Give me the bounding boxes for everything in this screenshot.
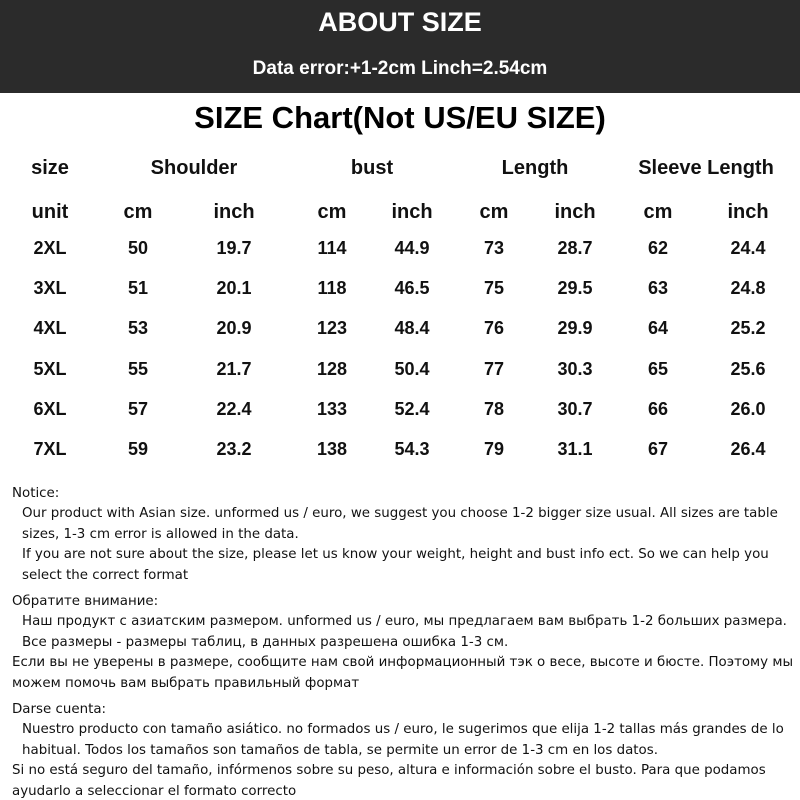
column-group-header: Sleeve Length (638, 157, 774, 179)
size-label: 6XL (33, 398, 67, 419)
table-cell: 50 (127, 238, 149, 258)
table-cell: 52.4 (394, 398, 430, 419)
table-cell: 133 (316, 398, 348, 419)
column-group-header: Shoulder (150, 157, 238, 179)
table-cell: 128 (316, 358, 348, 379)
table-cell: 20.1 (216, 278, 252, 299)
notice-text-ru-2: Если вы не уверены в размере, сообщите нам свой информационный тэк о весе, высоте и бюсте. Поэтому мы можем помочь вам выбрать правильный формат (12, 655, 794, 691)
table-cell: 28.7 (557, 238, 593, 258)
size-label: 2XL (33, 238, 67, 258)
table-cell: 59 (127, 439, 149, 459)
table-cell: 75 (483, 278, 505, 299)
table-cell: 138 (316, 439, 348, 459)
notice-heading-es: Darse cuenta: (12, 702, 107, 718)
column-group-header: size (31, 157, 69, 179)
table-cell: 25.6 (730, 358, 766, 379)
table-cell: 65 (647, 358, 669, 379)
table-cell: 21.7 (216, 358, 252, 379)
table-cell: 66 (647, 398, 669, 419)
table-cell: 29.5 (557, 278, 593, 299)
table-cell: 53 (127, 318, 149, 339)
table-cell: 26.4 (730, 439, 766, 459)
table-cell: 30.3 (557, 358, 593, 379)
page-title: ABOUT SIZE (318, 7, 482, 37)
size-label: 5XL (33, 358, 67, 379)
notice-text-en-1: Our product with Asian size. unformed us / euro, we suggest you choose 1-2 bigger size usual. All sizes are table sizes, 1-3 cm error is allowed in the data. (22, 506, 778, 542)
size-chart-title: SIZE Chart(Not US/EU SIZE) (194, 100, 606, 135)
table-cell: 23.2 (216, 439, 252, 459)
unit-header: cm (643, 201, 673, 223)
table-cell: 57 (127, 398, 149, 419)
unit-header: inch (554, 201, 596, 223)
table-cell: 44.9 (394, 238, 430, 258)
size-label: 4XL (33, 318, 67, 339)
table-cell: 31.1 (557, 439, 593, 459)
unit-header: inch (391, 201, 433, 223)
notice-text-ru-1: Наш продукт с азиатским размером. unformed us / euro, мы предлагаем вам выбрать 1-2 больших размера. Все размеры - размеры таблиц, в данных разрешена ошибка 1-3 см. (22, 614, 787, 650)
table-cell: 29.9 (557, 318, 593, 339)
table-cell: 26.0 (730, 398, 766, 419)
size-label: 3XL (33, 278, 67, 299)
table-cell: 24.4 (730, 238, 766, 258)
notice-heading-en: Notice: (12, 486, 60, 501)
table-cell: 63 (647, 278, 669, 299)
table-cell: 20.9 (216, 318, 252, 339)
column-group-header: Length (501, 157, 569, 179)
notice-text-es-1: Nuestro producto con tamaño asiático. no formados us / euro, le sugerimos que elija 1-2 tallas más grandes de lo habitual. Todos los tamaños son tamaños de tabla, se permite un error de 1-3 cm en los datos. (22, 722, 784, 758)
notice-text-es-2: Si no está seguro del tamaño, infórmenos sobre su peso, altura e información sobre el busto. Para que podamos ayudarlo a seleccionar el formato correcto (12, 763, 766, 799)
table-cell: 30.7 (557, 398, 593, 419)
table-cell: 19.7 (216, 238, 252, 258)
table-cell: 114 (317, 238, 347, 258)
column-group-header: bust (350, 157, 394, 179)
table-cell: 67 (647, 439, 669, 459)
table-cell: 79 (483, 439, 505, 459)
data-error-note: Data error:+1-2cm Linch=2.54cm (252, 58, 548, 79)
unit-header: cm (317, 201, 347, 223)
table-cell: 54.3 (394, 439, 430, 459)
table-cell: 22.4 (216, 398, 252, 419)
table-cell: 77 (483, 358, 505, 379)
notice-text-en-2: If you are not sure about the size, please let us know your weight, height and bust info ect. So we can help you select the correct format (22, 547, 769, 583)
table-cell: 25.2 (730, 318, 766, 339)
table-cell: 118 (317, 278, 347, 299)
table-cell: 62 (647, 238, 669, 258)
table-cell: 24.8 (730, 278, 766, 299)
table-cell: 55 (127, 358, 149, 379)
notice-section (12, 484, 794, 800)
table-cell: 78 (483, 398, 505, 419)
size-label: 7XL (33, 439, 67, 459)
table-cell: 50.4 (394, 358, 430, 379)
table-cell: 76 (483, 318, 505, 339)
table-cell: 73 (483, 238, 505, 258)
table-cell: 123 (316, 318, 348, 339)
table-cell: 64 (647, 318, 669, 339)
unit-header: cm (479, 201, 509, 223)
unit-header: inch (727, 201, 769, 223)
unit-header: unit (31, 201, 69, 223)
unit-header: inch (213, 201, 255, 223)
notice-heading-ru: Обратите внимание: (12, 594, 159, 610)
table-cell: 51 (127, 278, 149, 299)
unit-header: cm (123, 201, 153, 223)
table-cell: 46.5 (394, 278, 430, 299)
table-cell: 48.4 (394, 318, 430, 339)
